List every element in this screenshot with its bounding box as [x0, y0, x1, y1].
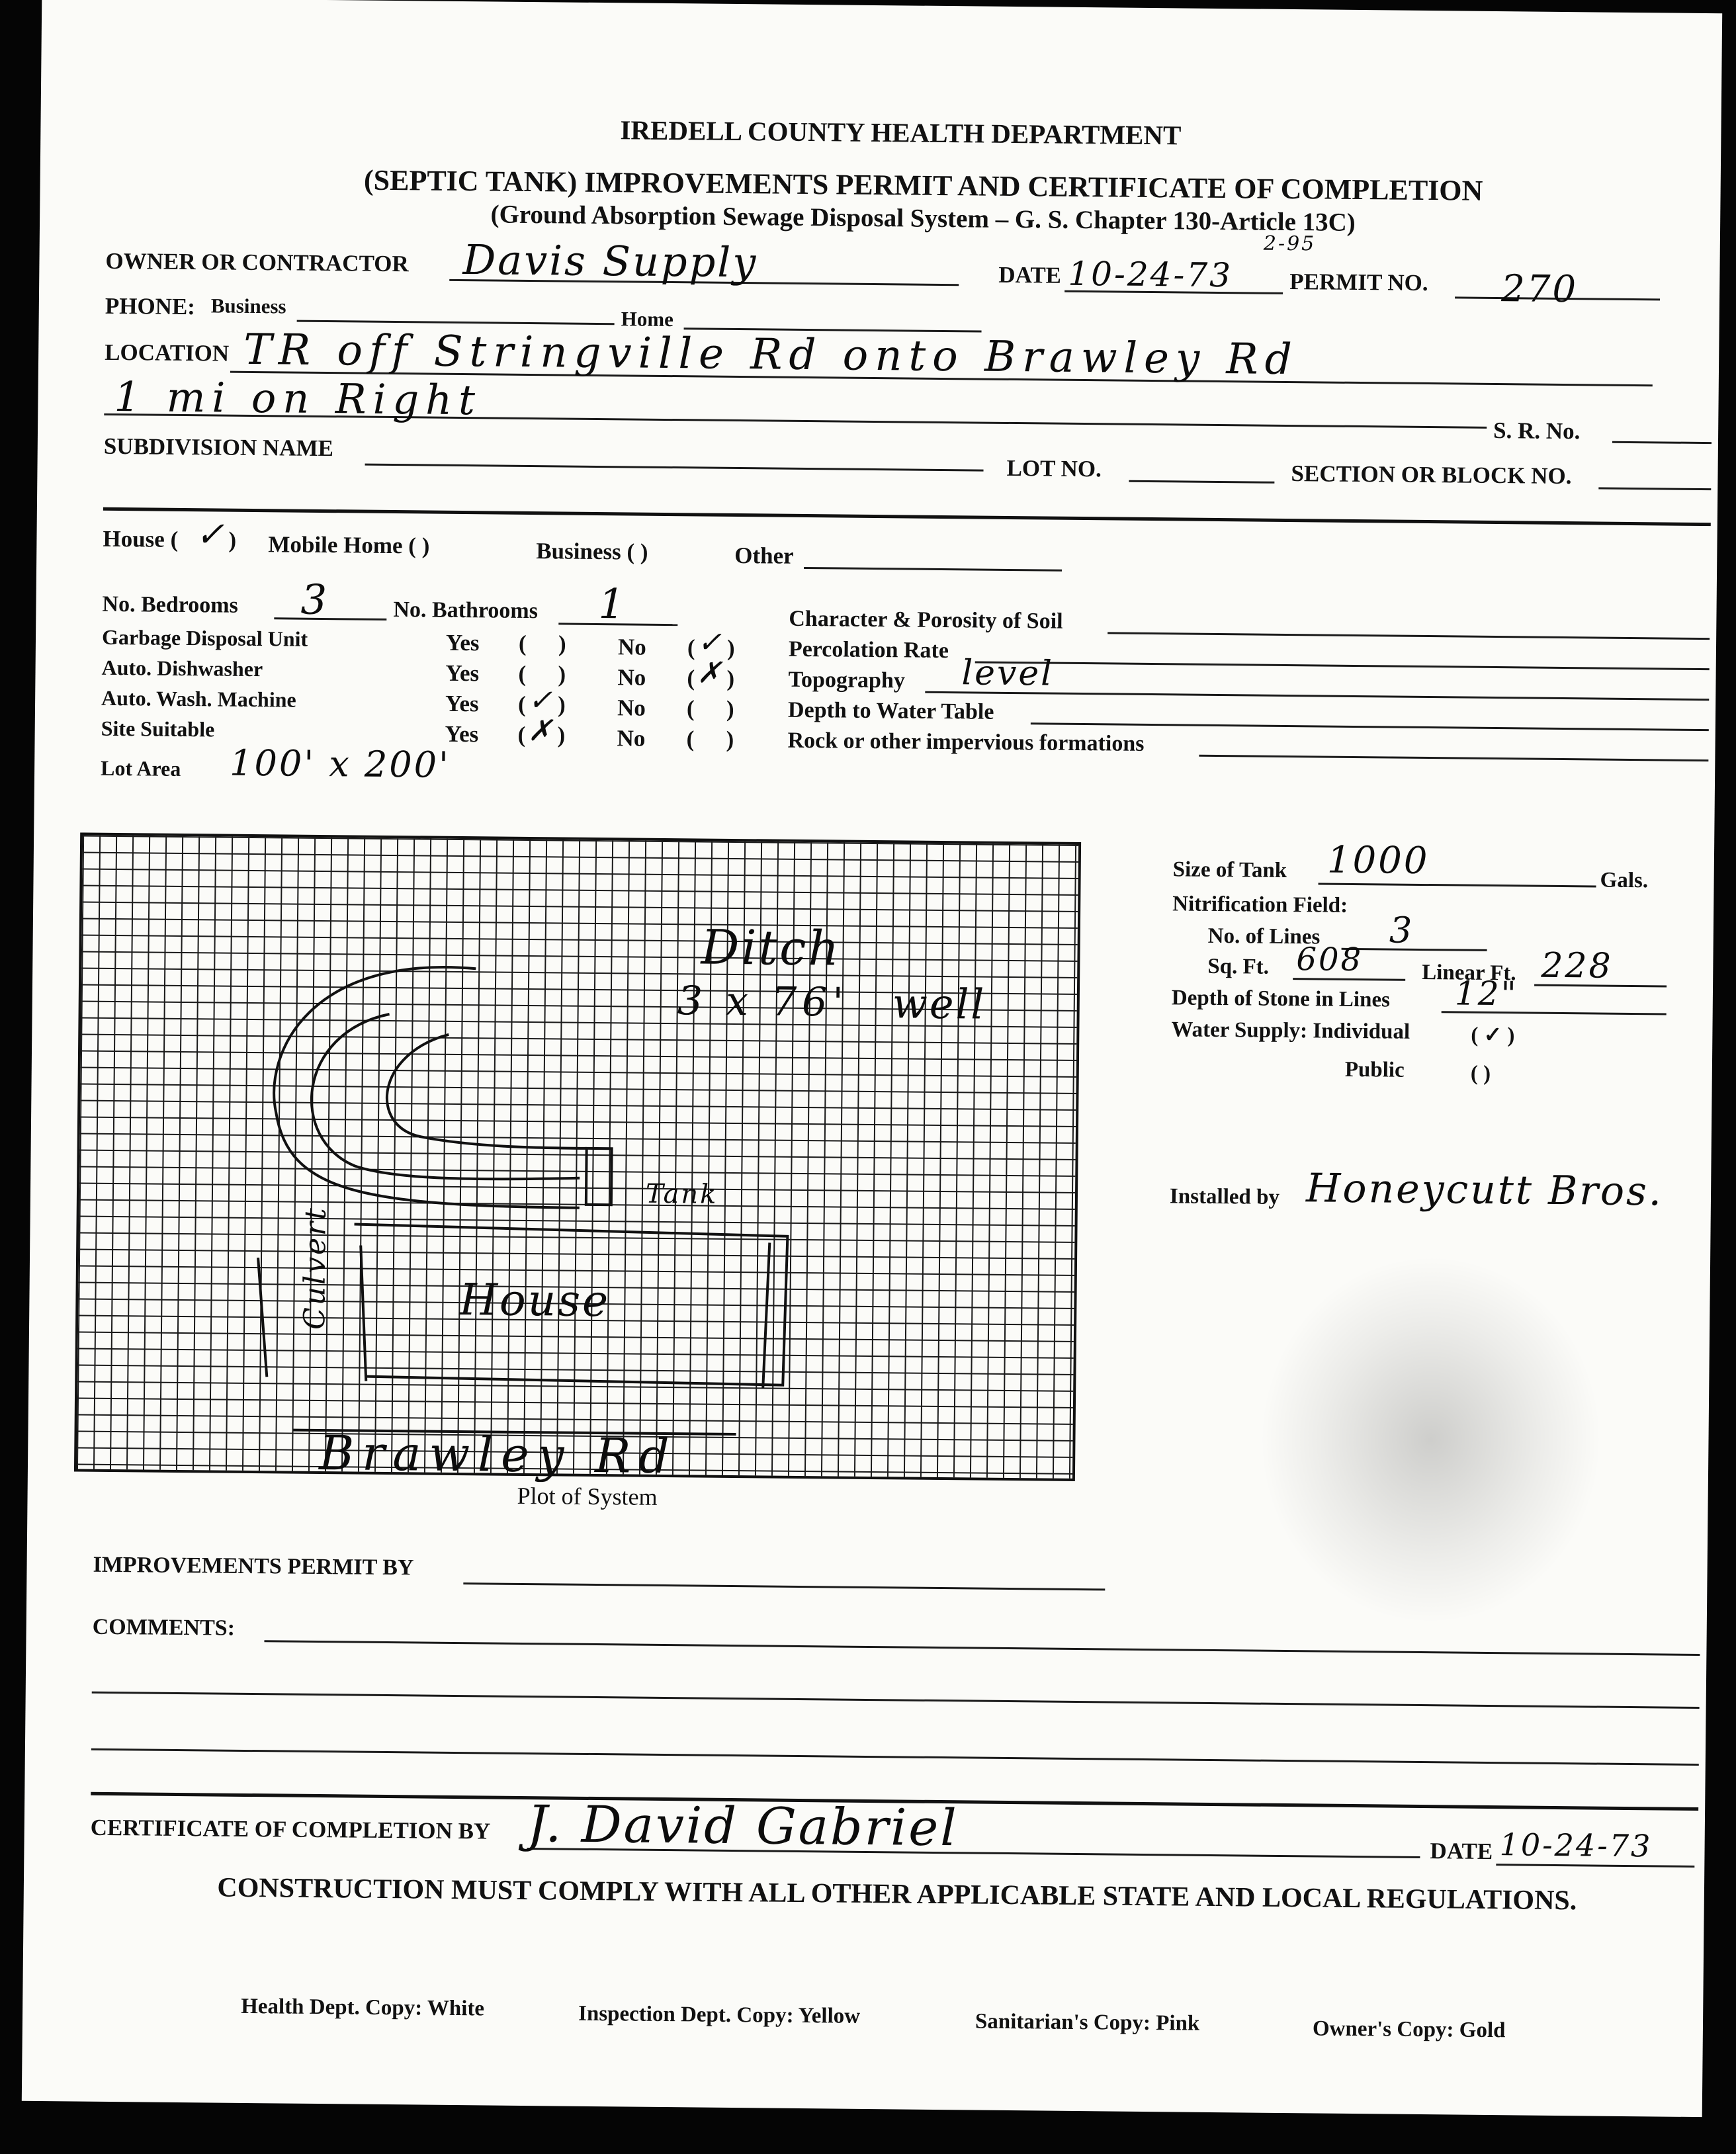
soil-label: Character & Porosity of Soil	[789, 606, 1063, 634]
site-no-open: (	[686, 726, 695, 752]
water-supply-individual: ( ✓ )	[1471, 1023, 1515, 1048]
installed-by-label: Installed by	[1169, 1184, 1280, 1209]
lot-number-label: LOT NO.	[1006, 454, 1102, 482]
plot-tank-label: Tank	[645, 1178, 718, 1210]
date-label: DATE	[998, 261, 1062, 288]
washer-no-close: )	[726, 695, 734, 722]
plot-ditch-label: Ditch	[701, 919, 842, 976]
lines-label: No. of Lines	[1207, 924, 1321, 949]
comments-label: COMMENTS:	[92, 1614, 236, 1641]
completion-date-value: 10-24-73	[1499, 1827, 1653, 1864]
form-title: (SEPTIC TANK) IMPROVEMENTS PERMIT AND CERTIFICATE OF COMPLETION	[363, 163, 1483, 207]
business-phone-label: Business	[210, 294, 286, 318]
improvements-permit-label: IMPROVEMENTS PERMIT BY	[93, 1552, 414, 1580]
rock-label: Rock or other impervious formations	[787, 728, 1145, 756]
plot-caption: Plot of System	[517, 1482, 658, 1510]
dishwasher-no-close: )	[726, 665, 735, 691]
garbage-yes-open: (	[518, 630, 527, 656]
date-value: 10-24-73	[1068, 254, 1233, 295]
washer-no-open: (	[686, 695, 695, 722]
owner-value: Davis Supply	[462, 236, 758, 287]
plot-house-label: House	[459, 1274, 611, 1327]
permit-value: 270	[1500, 267, 1579, 312]
plot-dimensions: 3 x 76'	[677, 978, 849, 1026]
garbage-no-mark: ✓	[697, 625, 724, 660]
site-suitable-label: Site Suitable	[101, 716, 215, 742]
plot-road-label: Brawley Rd	[318, 1425, 677, 1485]
square-feet-label: Sq. Ft.	[1207, 954, 1270, 979]
site-yes-open: (	[517, 721, 526, 748]
mobile-home-option: Mobile Home ( )	[268, 531, 430, 559]
permit-form	[22, 0, 1722, 2117]
owner-label: OWNER OR CONTRACTOR	[105, 247, 409, 277]
dishwasher-label: Auto. Dishwasher	[101, 655, 263, 681]
water-table-label: Depth to Water Table	[787, 697, 994, 724]
square-feet-value: 608	[1296, 941, 1364, 979]
location-line-1: TR off Stringville Rd onto Brawley Rd	[243, 325, 1299, 385]
garbage-no-close: )	[726, 634, 735, 661]
site-yes: Yes	[445, 720, 479, 748]
washing-machine-label: Auto. Wash. Machine	[101, 685, 296, 712]
washer-yes-mark: ✓	[527, 683, 555, 718]
plot-side-label: Culvert	[298, 1206, 333, 1330]
garbage-no-open: (	[687, 634, 695, 661]
topography-value: level	[961, 653, 1055, 694]
linear-feet-label: Linear Ft.	[1422, 960, 1516, 986]
washer-yes-open: (	[517, 691, 526, 717]
washer-no: No	[617, 695, 646, 721]
other-option-label: Other	[734, 542, 794, 569]
permit-note: 2-95	[1263, 232, 1317, 256]
linear-feet-value: 228	[1541, 945, 1613, 986]
site-no-close: )	[726, 726, 734, 752]
copy-inspection-dept: Inspection Dept. Copy: Yellow	[578, 2001, 861, 2028]
compliance-notice: CONSTRUCTION MUST COMPLY WITH ALL OTHER APPLICABLE STATE AND LOCAL REGULATIONS.	[217, 1872, 1577, 1917]
dishwasher-no: No	[617, 664, 646, 691]
copy-health-dept: Health Dept. Copy: White	[241, 1994, 485, 2021]
dishwasher-no-open: (	[687, 665, 695, 691]
stone-depth-value: 12"	[1454, 974, 1518, 1013]
location-label: LOCATION	[104, 339, 230, 366]
form-subtitle: (Ground Absorption Sewage Disposal System – G. S. Chapter 130-Article 13C)	[490, 200, 1356, 237]
house-option-close: )	[228, 527, 237, 553]
completion-date-label: DATE	[1430, 1838, 1493, 1865]
section-label: SECTION OR BLOCK NO.	[1291, 460, 1572, 490]
home-phone-label: Home	[621, 307, 674, 331]
washer-yes-close: )	[557, 691, 566, 718]
sr-number-label: S. R. No.	[1493, 417, 1581, 445]
subdivision-label: SUBDIVISION NAME	[103, 433, 334, 462]
dishwasher-no-mark: ✗	[697, 656, 724, 690]
certificate-label: CERTIFICATE OF COMPLETION BY	[90, 1814, 491, 1844]
tank-size-value: 1000	[1326, 838, 1430, 883]
garbage-disposal-label: Garbage Disposal Unit	[101, 625, 308, 651]
bedrooms-value: 3	[300, 575, 329, 625]
copy-owner: Owner's Copy: Gold	[1312, 2016, 1506, 2043]
gallons-label: Gals.	[1600, 868, 1649, 893]
garbage-yes-close: )	[558, 630, 566, 657]
house-checkmark: ✓	[195, 515, 227, 555]
dishwasher-yes-open: (	[518, 660, 527, 687]
water-supply-label: Water Supply: Individual	[1171, 1017, 1410, 1044]
business-option: Business ( )	[536, 538, 648, 565]
percolation-label: Percolation Rate	[788, 636, 949, 664]
house-option-label: House (	[103, 525, 179, 552]
lot-area-value: 100' x 200'	[229, 742, 451, 786]
installed-by-value: Honeycutt Bros.	[1305, 1165, 1664, 1215]
bedrooms-label: No. Bedrooms	[102, 591, 238, 618]
site-no: No	[617, 725, 646, 752]
lines-value: 3	[1389, 909, 1414, 951]
garbage-yes: Yes	[445, 629, 480, 656]
plot-sketch	[74, 832, 1076, 1475]
copy-sanitarian: Sanitarian's Copy: Pink	[975, 2009, 1200, 2036]
water-supply-public: ( )	[1470, 1061, 1491, 1086]
dishwasher-yes-close: )	[558, 661, 566, 687]
plot-well-label: well	[892, 979, 986, 1029]
stone-depth-label: Depth of Stone in Lines	[1171, 986, 1391, 1012]
certificate-signature: J. David Gabriel	[527, 1794, 959, 1858]
nitrification-field-label: Nitrification Field:	[1172, 892, 1348, 918]
garbage-no: No	[617, 634, 646, 660]
agency-name: IREDELL COUNTY HEALTH DEPARTMENT	[620, 114, 1182, 151]
public-label: Public	[1344, 1057, 1405, 1082]
permit-label: PERMIT NO.	[1289, 269, 1428, 296]
tank-size-label: Size of Tank	[1172, 857, 1287, 883]
bathrooms-value: 1	[598, 580, 627, 628]
location-line-2: 1 mi on Right	[114, 372, 482, 425]
dishwasher-yes: Yes	[445, 660, 480, 687]
phone-label: PHONE:	[105, 292, 196, 320]
lot-area-label: Lot Area	[100, 755, 181, 781]
site-yes-mark: ✗	[527, 713, 554, 748]
bathrooms-label: No. Bathrooms	[393, 597, 539, 624]
washer-yes: Yes	[445, 690, 479, 717]
site-yes-close: )	[557, 722, 566, 748]
topography-label: Topography	[788, 667, 906, 693]
